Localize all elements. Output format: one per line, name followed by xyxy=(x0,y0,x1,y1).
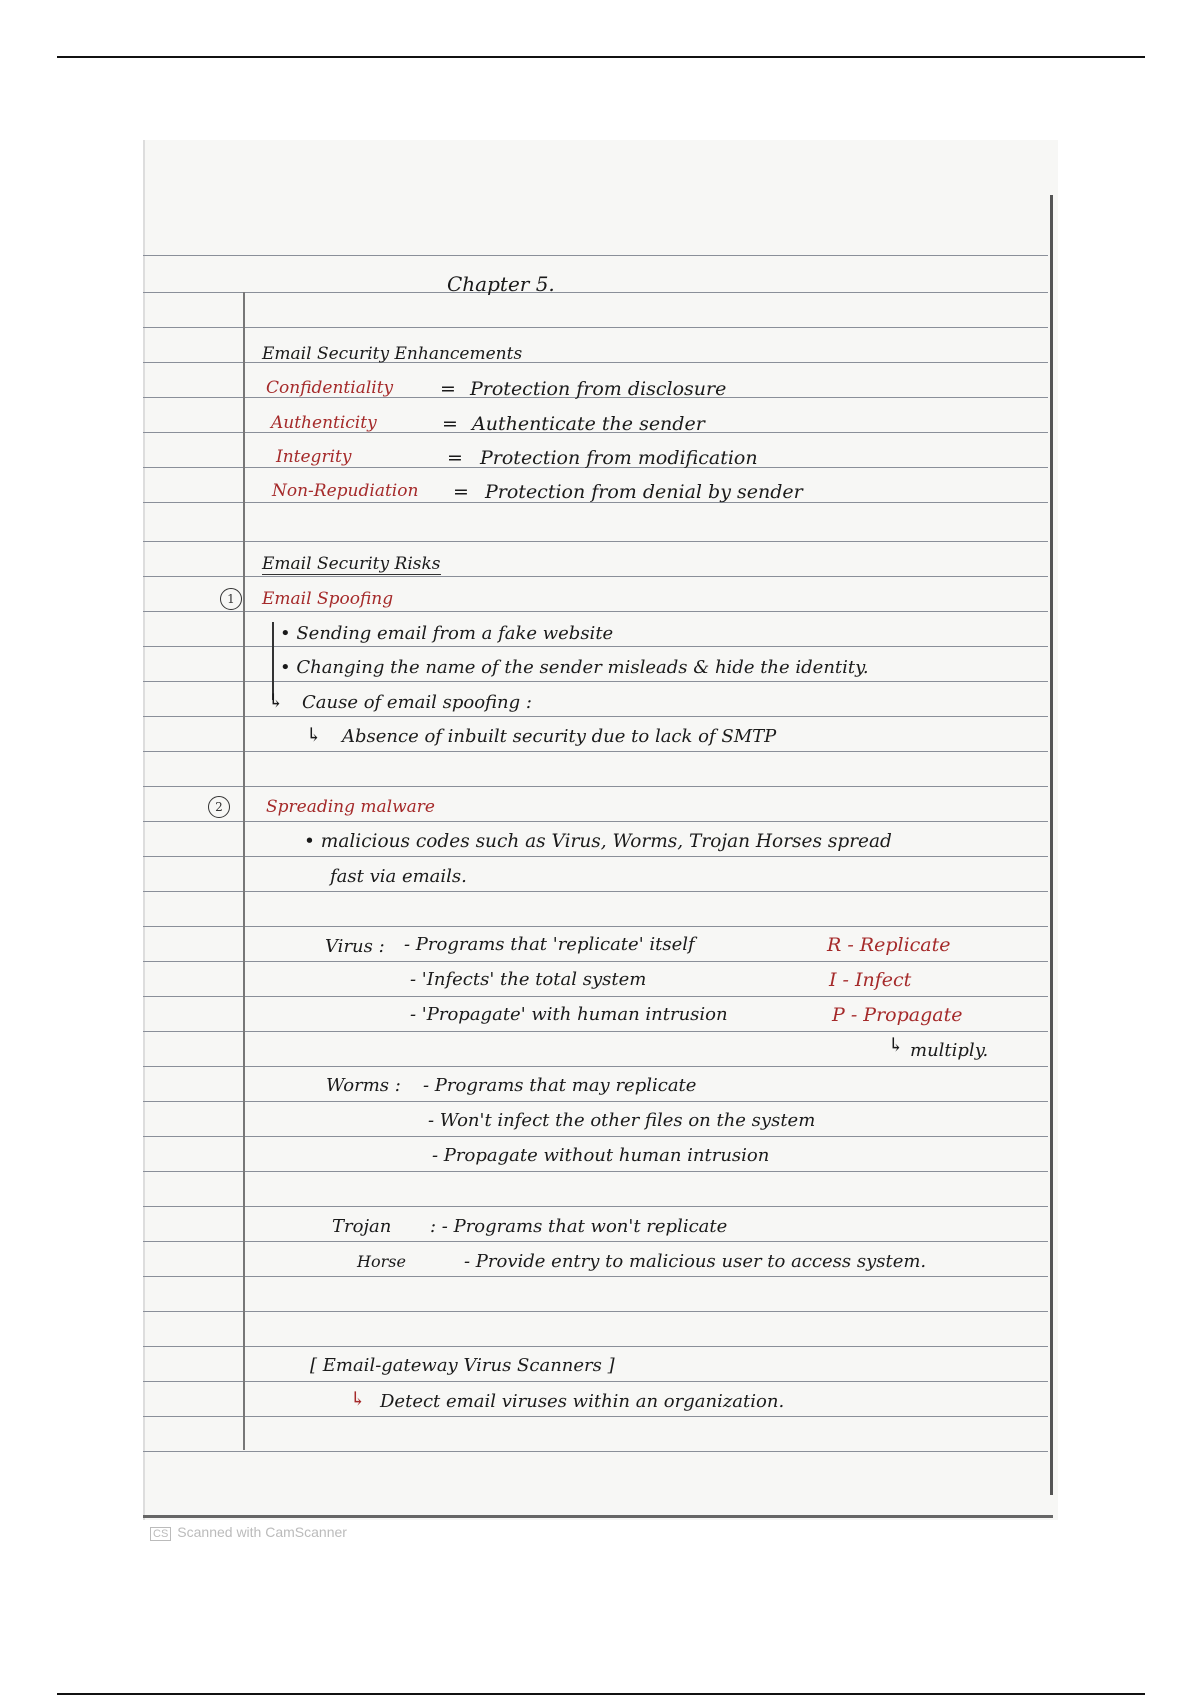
multiply-note: multiply. xyxy=(910,1040,989,1061)
term-integrity: Integrity xyxy=(276,447,352,467)
ruled-line xyxy=(143,646,1048,647)
term-confidentiality: Confidentiality xyxy=(266,378,394,398)
rip-infect: I - Infect xyxy=(829,969,912,991)
virus-line: - 'Propagate' with human intrusion xyxy=(410,1004,728,1025)
spoofing-bullet: • Sending email from a fake website xyxy=(280,623,614,644)
rip-replicate: R - Replicate xyxy=(827,934,951,956)
spoofing-bullet: • Changing the name of the sender misleads & hide the identity. xyxy=(280,657,869,678)
virus-line: - Programs that 'replicate' itself xyxy=(404,934,695,955)
arrow-icon: ↳ xyxy=(268,690,284,712)
ruled-line xyxy=(143,891,1048,892)
ruled-line xyxy=(143,541,1048,542)
term-authenticity: Authenticity xyxy=(271,413,377,433)
ruled-line xyxy=(143,1066,1048,1067)
ruled-line xyxy=(143,1241,1048,1242)
spoofing-cause-detail: Absence of inbuilt security due to lack of SMTP xyxy=(342,726,777,747)
ruled-line xyxy=(143,926,1048,927)
sep-integrity: = xyxy=(447,447,463,469)
ruled-line xyxy=(143,576,1048,577)
worms-line: - Propagate without human intrusion xyxy=(432,1145,770,1166)
ruled-line xyxy=(143,1451,1048,1452)
arrow-icon: ↳ xyxy=(888,1034,904,1056)
trojan-label: Trojan xyxy=(332,1216,392,1237)
page-edge xyxy=(1050,195,1053,1495)
malware-title: Spreading malware xyxy=(266,797,435,817)
virus-line: - 'Infects' the total system xyxy=(410,969,647,990)
ruled-line xyxy=(143,961,1048,962)
ruled-line xyxy=(143,821,1048,822)
ruled-line xyxy=(143,681,1048,682)
ruled-line xyxy=(143,292,1048,293)
ruled-line xyxy=(143,1381,1048,1382)
desc-confidentiality: Protection from disclosure xyxy=(470,378,727,400)
trojan-label: Horse xyxy=(357,1252,406,1271)
ruled-line xyxy=(143,255,1048,256)
worms-line: - Programs that may replicate xyxy=(423,1075,697,1096)
ruled-line xyxy=(143,751,1048,752)
sep-confidentiality: = xyxy=(440,378,456,400)
gateway-label: [ Email-gateway Virus Scanners ] xyxy=(310,1355,615,1376)
ruled-line xyxy=(143,1171,1048,1172)
bottom-rule xyxy=(57,1693,1145,1695)
ruled-line xyxy=(143,1276,1048,1277)
ruled-line xyxy=(143,996,1048,997)
ruled-line xyxy=(143,1136,1048,1137)
ruled-line xyxy=(143,786,1048,787)
ruled-line xyxy=(143,1101,1048,1102)
desc-authenticity: Authenticate the sender xyxy=(472,413,705,435)
bracket-line xyxy=(272,622,274,700)
gateway-detail: Detect email viruses within an organization. xyxy=(380,1391,785,1412)
chapter-title: Chapter 5. xyxy=(447,272,555,296)
number-badge: 1 xyxy=(220,588,242,610)
spoofing-title: Email Spoofing xyxy=(262,589,394,609)
ruled-line xyxy=(143,716,1048,717)
ruled-line xyxy=(143,1346,1048,1347)
ruled-line xyxy=(143,1206,1048,1207)
ruled-line xyxy=(143,1311,1048,1312)
trojan-line: - Provide entry to malicious user to access system. xyxy=(464,1251,927,1272)
ruled-line xyxy=(143,327,1048,328)
arrow-icon: ↳ xyxy=(306,724,322,746)
ruled-line xyxy=(143,856,1048,857)
number-badge: 2 xyxy=(208,796,230,818)
camscanner-logo-icon: CS xyxy=(150,1527,171,1541)
arrow-icon: ↳ xyxy=(350,1388,366,1410)
rip-propagate: P - Propagate xyxy=(832,1004,963,1026)
camscanner-watermark xyxy=(150,1524,347,1541)
ruled-line xyxy=(143,611,1048,612)
worms-label: Worms : xyxy=(326,1075,401,1096)
trojan-line: : - Programs that won't replicate xyxy=(430,1216,728,1237)
malware-bullet-cont: fast via emails. xyxy=(330,866,467,887)
ruled-line xyxy=(143,1416,1048,1417)
desc-integrity: Protection from modification xyxy=(480,447,758,469)
enhancements-heading: Email Security Enhancements xyxy=(262,344,523,364)
virus-label: Virus : xyxy=(325,936,385,957)
watermark-text: Scanned with CamScanner xyxy=(177,1524,347,1540)
margin-line xyxy=(243,292,245,1450)
term-non-repudiation: Non-Repudiation xyxy=(272,481,419,501)
malware-bullet: • malicious codes such as Virus, Worms, Trojan Horses spread xyxy=(304,831,892,852)
worms-line: - Won't infect the other files on the system xyxy=(428,1110,816,1131)
spoofing-cause: Cause of email spoofing : xyxy=(302,692,532,713)
sep-non-repudiation: = xyxy=(453,481,469,503)
risks-heading: Email Security Risks xyxy=(262,554,441,574)
top-rule xyxy=(57,56,1145,58)
ruled-line xyxy=(143,1031,1048,1032)
sep-authenticity: = xyxy=(442,413,458,435)
desc-non-repudiation: Protection from denial by sender xyxy=(485,481,803,503)
page-bottom-edge xyxy=(143,1515,1053,1518)
